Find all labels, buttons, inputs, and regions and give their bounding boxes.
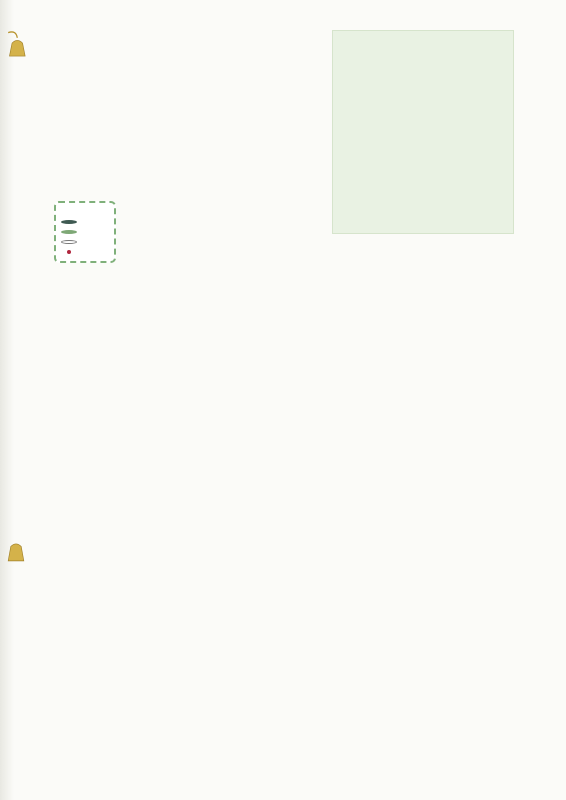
- gold-bell-charm-icon: [2, 540, 30, 570]
- key-swatch-9022: [61, 220, 77, 224]
- key-swatch-beads: [67, 250, 71, 254]
- key-swatch-9020: [61, 230, 77, 234]
- key-swatch-8006: [61, 240, 77, 244]
- key-item-8006: [61, 237, 82, 246]
- chart-key: [54, 201, 116, 263]
- scattered-beads-and-charms-image: [108, 30, 326, 170]
- key-item-9022: [61, 217, 82, 226]
- key-item-beads: [61, 247, 82, 256]
- gold-bell-charm-icon: [2, 30, 30, 60]
- page-binding-edge: [0, 0, 14, 800]
- key-item-9020: [61, 227, 82, 236]
